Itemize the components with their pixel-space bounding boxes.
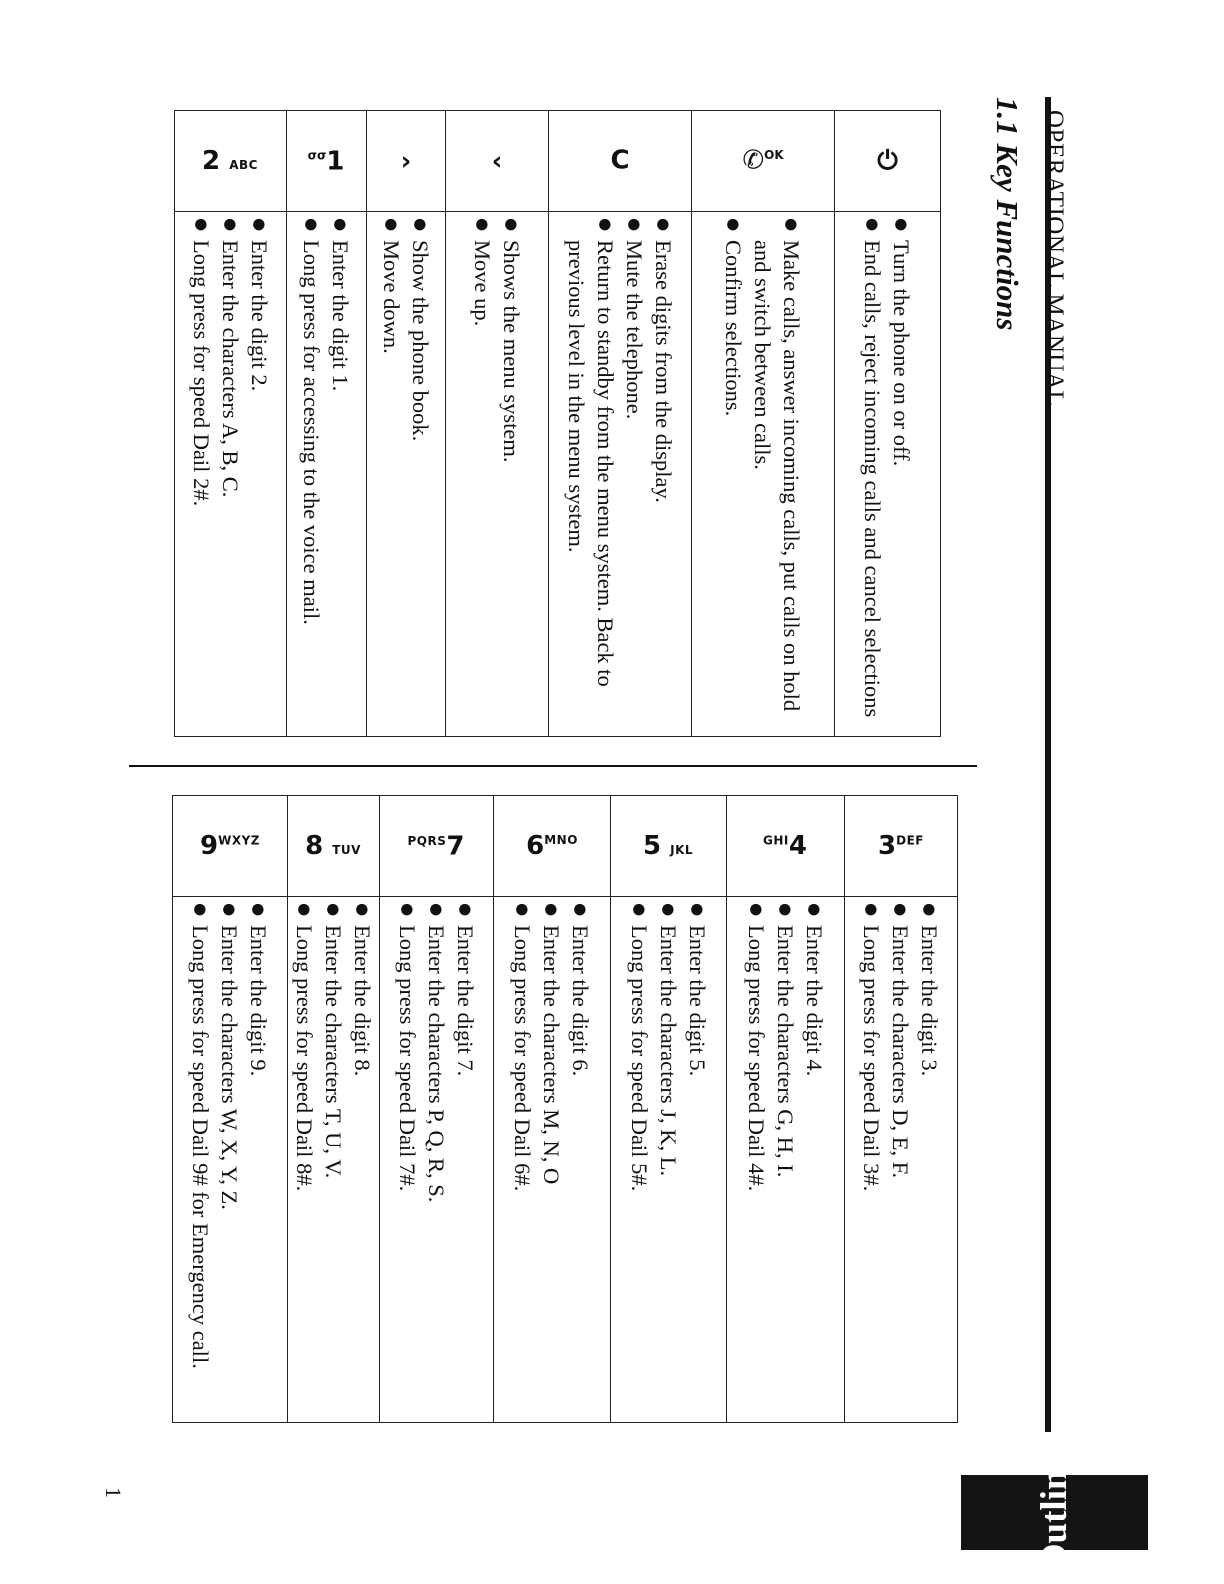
key-cell	[494, 796, 611, 897]
bullet-list	[858, 903, 945, 1414]
list-item: ● Long press for speed Dail 2#.	[187, 218, 216, 728]
table-row	[835, 111, 941, 737]
bullet-list	[859, 218, 917, 728]
letters-label: JKL	[670, 842, 694, 857]
list-item: ● Enter the characters D, E, F.	[887, 903, 916, 1414]
description-cell	[173, 897, 288, 1423]
list-item: ● Enter the digit 4.	[800, 903, 829, 1414]
list-item: ● Enter the digit 7.	[451, 903, 480, 1414]
table-row	[549, 111, 692, 737]
description-cell	[175, 212, 287, 737]
bullet-list	[187, 903, 274, 1414]
power-icon: ⏻	[877, 145, 898, 176]
table-row	[173, 796, 288, 1423]
list-item: ● Shows the menu system.	[497, 218, 526, 728]
table-row	[845, 796, 958, 1423]
bullet-list	[625, 903, 712, 1414]
digit-label: 3	[878, 830, 897, 861]
description-cell	[549, 212, 692, 737]
key-cell	[175, 111, 287, 212]
outline-tab-label: Outline	[1034, 1452, 1075, 1573]
table-row	[446, 111, 549, 737]
description-cell	[611, 897, 727, 1423]
description-cell	[367, 212, 446, 737]
description-cell	[727, 897, 845, 1423]
letters-label: TUV	[332, 843, 362, 857]
up-arrow-icon: ‹	[491, 146, 503, 176]
list-item: ● Enter the digit 1.	[327, 218, 356, 728]
key-6-icon	[526, 831, 578, 861]
clear-key-icon: C	[610, 146, 630, 176]
handset-glyph: ✆	[742, 145, 765, 176]
key-cell	[288, 796, 380, 897]
list-item: ● Enter the digit 5.	[683, 903, 712, 1414]
list-item: ● End calls, reject incoming calls and cancel selections	[859, 218, 888, 728]
key-cell	[446, 111, 549, 212]
description-cell	[288, 897, 380, 1423]
outline-tab	[961, 1452, 1148, 1573]
bullet-list	[742, 903, 829, 1414]
list-item: ● Long press for speed Dail 5#.	[625, 903, 654, 1414]
column-separator	[129, 765, 977, 767]
voicemail-icon	[308, 146, 345, 176]
list-item: ● Turn the phone on or off.	[888, 218, 917, 728]
letters-label: PQRS	[408, 833, 447, 848]
list-item: ● Long press for accessing to the voice mail.	[298, 218, 327, 728]
list-item: ● Enter the characters P, Q, R, S.	[422, 903, 451, 1414]
description-cell	[835, 212, 941, 737]
header-rule	[1045, 97, 1051, 1432]
description-cell	[287, 212, 367, 737]
key-cell	[173, 796, 288, 897]
digit-label: 8	[305, 831, 324, 861]
list-item: ● Enter the characters G, H, I.	[771, 903, 800, 1414]
digit-label: 2	[202, 146, 221, 176]
key-2-icon	[203, 146, 259, 176]
description-cell	[380, 897, 494, 1423]
voicemail-glyph: σσ	[308, 148, 327, 163]
bullet-list	[377, 218, 435, 728]
list-item: ● Long press for speed Dail 8#.	[290, 903, 319, 1414]
list-item: ● Enter the characters J, K, L.	[654, 903, 683, 1414]
down-arrow-icon: ›	[400, 146, 412, 176]
key-cell	[845, 796, 958, 897]
bullet-list	[468, 218, 526, 728]
key-cell	[367, 111, 446, 212]
key-5-icon	[643, 831, 693, 861]
page-number: 1	[101, 1487, 126, 1498]
key-cell	[835, 111, 941, 212]
table-row	[288, 796, 380, 1423]
key-9-icon	[200, 831, 260, 861]
list-item: ● Enter the digit 6.	[567, 903, 596, 1414]
list-item: ● Long press for speed Dail 9# for Emergency call.	[187, 903, 216, 1414]
list-item: ● Move down.	[377, 218, 406, 728]
table-row	[380, 796, 494, 1423]
key-cell	[287, 111, 367, 212]
letters-label: DEF	[896, 833, 924, 848]
key-cell	[549, 111, 692, 212]
manual-title: OPERATIONAL MANUAL	[1041, 110, 1068, 407]
ok-label: OK	[764, 148, 784, 163]
digit-label: 6	[526, 831, 545, 861]
bullet-list	[187, 218, 274, 728]
ok-call-icon	[742, 146, 783, 176]
digit-label: 1	[326, 145, 345, 176]
key-cell	[727, 796, 845, 897]
digit-label: 4	[789, 830, 808, 861]
bullet-list	[393, 903, 480, 1414]
list-item: ● Enter the digit 9.	[245, 903, 274, 1414]
key-functions-table-right	[172, 795, 958, 1423]
list-item: ● Enter the characters M, N, O	[538, 903, 567, 1414]
table-row	[367, 111, 446, 737]
table-row	[287, 111, 367, 737]
key-8-icon	[306, 831, 362, 861]
table-row	[727, 796, 845, 1423]
list-item: ● Enter the characters W, X, Y, Z.	[216, 903, 245, 1414]
key-cell	[692, 111, 835, 212]
list-item: ● Erase digits from the display.	[649, 218, 678, 728]
table-row	[692, 111, 835, 737]
key-7-icon	[408, 831, 465, 861]
bullet-list	[562, 218, 678, 728]
bullet-list	[720, 218, 807, 728]
list-item: ● Long press for speed Dail 6#.	[509, 903, 538, 1414]
description-cell	[446, 212, 549, 737]
description-cell	[494, 897, 611, 1423]
key-3-icon	[878, 831, 924, 861]
bullet-list	[298, 218, 356, 728]
section-title: 1.1 Key Functions	[990, 97, 1025, 331]
list-item: ● Mute the telephone.	[620, 218, 649, 728]
bullet-list	[290, 903, 377, 1414]
list-item: ● Confirm selections.	[720, 218, 749, 728]
digit-label: 7	[446, 830, 465, 861]
list-item: ● Long press for speed Dail 7#.	[393, 903, 422, 1414]
bullet-list	[509, 903, 596, 1414]
description-cell	[845, 897, 958, 1423]
list-item: ● Enter the digit 3.	[916, 903, 945, 1414]
list-item: ● Long press for speed Dail 4#.	[742, 903, 771, 1414]
table-row	[494, 796, 611, 1423]
key-cell	[380, 796, 494, 897]
list-item: ● Move up.	[468, 218, 497, 728]
digit-label: 5	[643, 830, 662, 861]
list-item: ● Enter the digit 2.	[245, 218, 274, 728]
list-item: ● Enter the characters A, B, C.	[216, 218, 245, 728]
list-item: ● Show the phone book.	[406, 218, 435, 728]
digit-label: 9	[200, 830, 219, 861]
letters-label: MNO	[544, 833, 578, 848]
key-cell	[611, 796, 727, 897]
list-item: ● Make calls, answer incoming calls, put calls on hold and switch between calls.	[749, 218, 807, 728]
letters-label: WXYZ	[218, 833, 260, 848]
table-row	[611, 796, 727, 1423]
list-item: ● Long press for speed Dail 3#.	[858, 903, 887, 1414]
list-item: ● Enter the characters T, U, V.	[319, 903, 348, 1414]
list-item: ● Return to standby from the menu system. Back to previous level in the menu system.	[562, 218, 620, 728]
letters-label: ABC	[229, 158, 259, 172]
table-row	[175, 111, 287, 737]
key-functions-table-left	[174, 110, 941, 737]
list-item: ● Enter the digit 8.	[348, 903, 377, 1414]
key-4-icon	[764, 831, 808, 861]
description-cell	[692, 212, 835, 737]
letters-label: GHI	[763, 833, 790, 848]
